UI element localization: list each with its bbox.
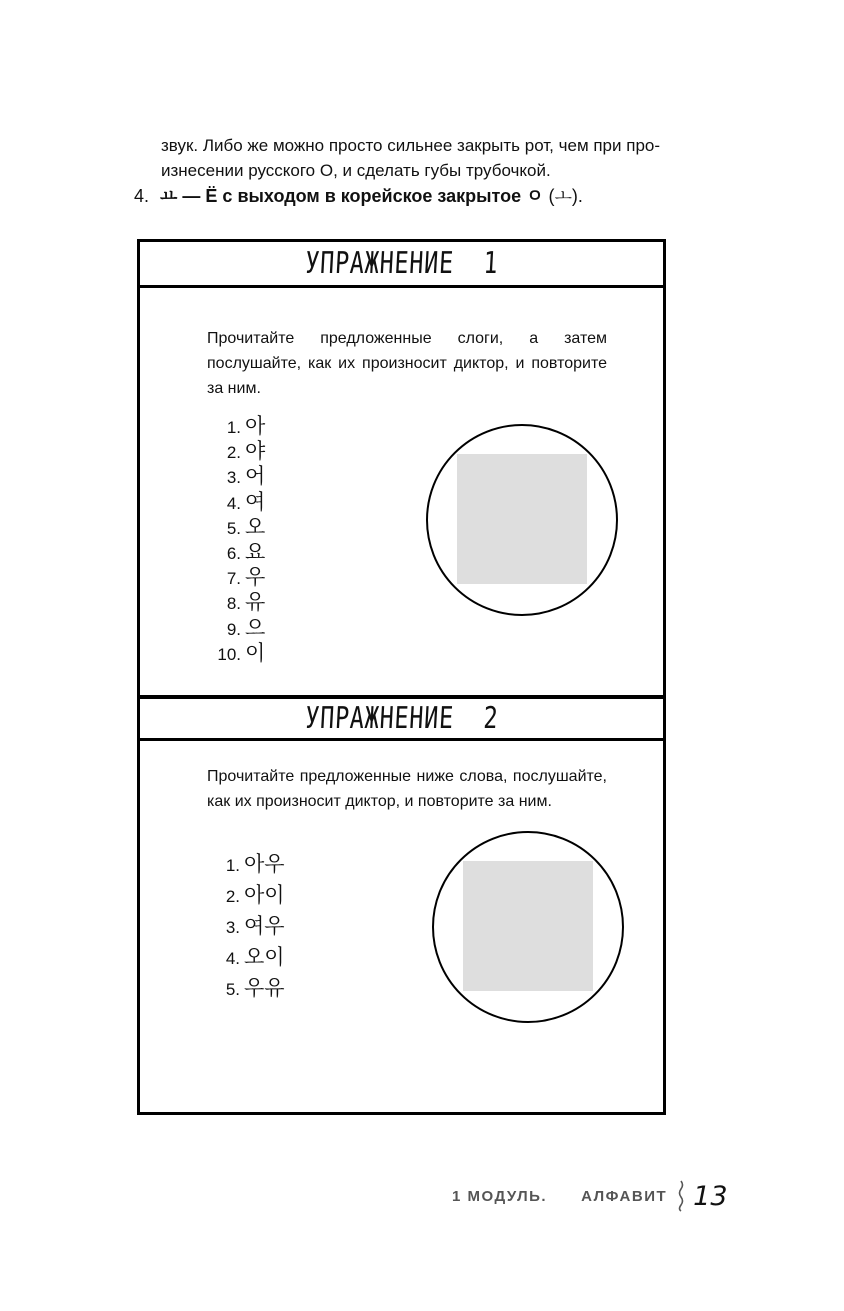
footer-section: АЛФАВИТ bbox=[581, 1187, 668, 1205]
exercise-1-title: УПРАЖНЕНИЕ 1 bbox=[303, 246, 500, 281]
qr-code-image[interactable] bbox=[463, 861, 593, 991]
page-number: 13 bbox=[693, 1180, 728, 1212]
page-footer bbox=[452, 1180, 728, 1212]
intro-line-1: звук. Либо же можно просто сильнее закрыть рот, чем при про- bbox=[161, 136, 661, 155]
intro-line-2: изнесении русского О, и сделать губы трубочкой. bbox=[161, 161, 551, 180]
intro-paragraph bbox=[161, 133, 721, 183]
exercise-1-list bbox=[207, 410, 266, 665]
exercise-1-instruction: Прочитайте предложенные слоги, а затем послушайте, как их произносит диктор, и повторите за ним. bbox=[207, 330, 607, 397]
list-item bbox=[224, 910, 285, 941]
item-number: 8. bbox=[226, 594, 241, 614]
jamo-ieung: ㅇ bbox=[526, 186, 544, 207]
korean-text: 여 bbox=[245, 489, 266, 514]
list-item bbox=[207, 612, 266, 640]
korean-text: 아 bbox=[245, 414, 266, 438]
list-item bbox=[207, 435, 266, 464]
korean-text: 아우 bbox=[244, 852, 285, 876]
item-number: 5. bbox=[225, 980, 240, 999]
list-item bbox=[207, 586, 266, 615]
exercise-2 bbox=[137, 695, 666, 1115]
audio-qr-circle[interactable] bbox=[432, 831, 624, 1023]
korean-text: 요 bbox=[245, 539, 266, 564]
item-number: 4. bbox=[225, 949, 240, 968]
exercise-1-number: 1 bbox=[482, 246, 500, 281]
list-item-4 bbox=[134, 183, 583, 210]
exercise-2-instruction: Прочитайте предложенные ниже слова, послушайте, как их произносит диктор, и повторите за ним. bbox=[207, 768, 607, 810]
item-number: 1. bbox=[225, 856, 240, 875]
item-number: 2. bbox=[225, 887, 240, 906]
audio-qr-circle[interactable] bbox=[426, 424, 618, 616]
list-item bbox=[207, 561, 266, 590]
korean-text: 우 bbox=[245, 565, 266, 590]
item-number: 3. bbox=[226, 468, 241, 488]
exercise-1 bbox=[137, 239, 666, 699]
korean-text: 여우 bbox=[244, 914, 285, 938]
korean-text: 오이 bbox=[244, 945, 285, 969]
item-number: 7. bbox=[226, 569, 241, 589]
exercise-1-header bbox=[140, 242, 663, 288]
item-number: 4. bbox=[134, 186, 150, 206]
list-item bbox=[207, 511, 266, 539]
exercise-2-number: 2 bbox=[482, 700, 500, 736]
item-paren-text: (ㅗ). bbox=[543, 186, 583, 206]
list-item bbox=[207, 410, 266, 438]
jamo-yo: ㅛ bbox=[160, 186, 178, 207]
wavy-divider-icon bbox=[677, 1180, 685, 1212]
list-item bbox=[224, 848, 285, 879]
item-number: 4. bbox=[226, 493, 241, 513]
list-item bbox=[207, 536, 266, 564]
korean-text: 이 bbox=[245, 640, 266, 665]
item-number: 3. bbox=[225, 918, 240, 937]
korean-text: 어 bbox=[245, 464, 266, 489]
qr-code-image[interactable] bbox=[457, 454, 587, 584]
korean-text: 오 bbox=[245, 514, 266, 539]
footer-module: 1 МОДУЛЬ. bbox=[452, 1187, 548, 1205]
item-number: 1. bbox=[226, 418, 241, 437]
korean-text: 으 bbox=[245, 615, 266, 640]
list-item bbox=[224, 879, 285, 910]
item-number: 6. bbox=[226, 543, 241, 563]
item-number: 10. bbox=[217, 644, 241, 664]
item-number: 5. bbox=[226, 518, 241, 538]
item-bold-text: — Ё с выходом в корейское закрытое bbox=[177, 186, 527, 206]
list-item bbox=[207, 637, 266, 665]
exercise-2-list bbox=[224, 848, 285, 1003]
exercise-2-title: УПРАЖНЕНИЕ 2 bbox=[303, 700, 500, 736]
list-item bbox=[207, 486, 266, 514]
list-item bbox=[207, 460, 266, 489]
item-number: 2. bbox=[226, 443, 241, 463]
korean-text: 야 bbox=[245, 439, 266, 464]
korean-text: 아이 bbox=[244, 883, 285, 907]
item-number: 9. bbox=[226, 619, 241, 639]
exercise-2-header bbox=[140, 695, 663, 741]
korean-text: 우유 bbox=[244, 976, 285, 1000]
list-item bbox=[224, 972, 285, 1003]
korean-text: 유 bbox=[245, 590, 266, 615]
list-item bbox=[224, 941, 285, 972]
